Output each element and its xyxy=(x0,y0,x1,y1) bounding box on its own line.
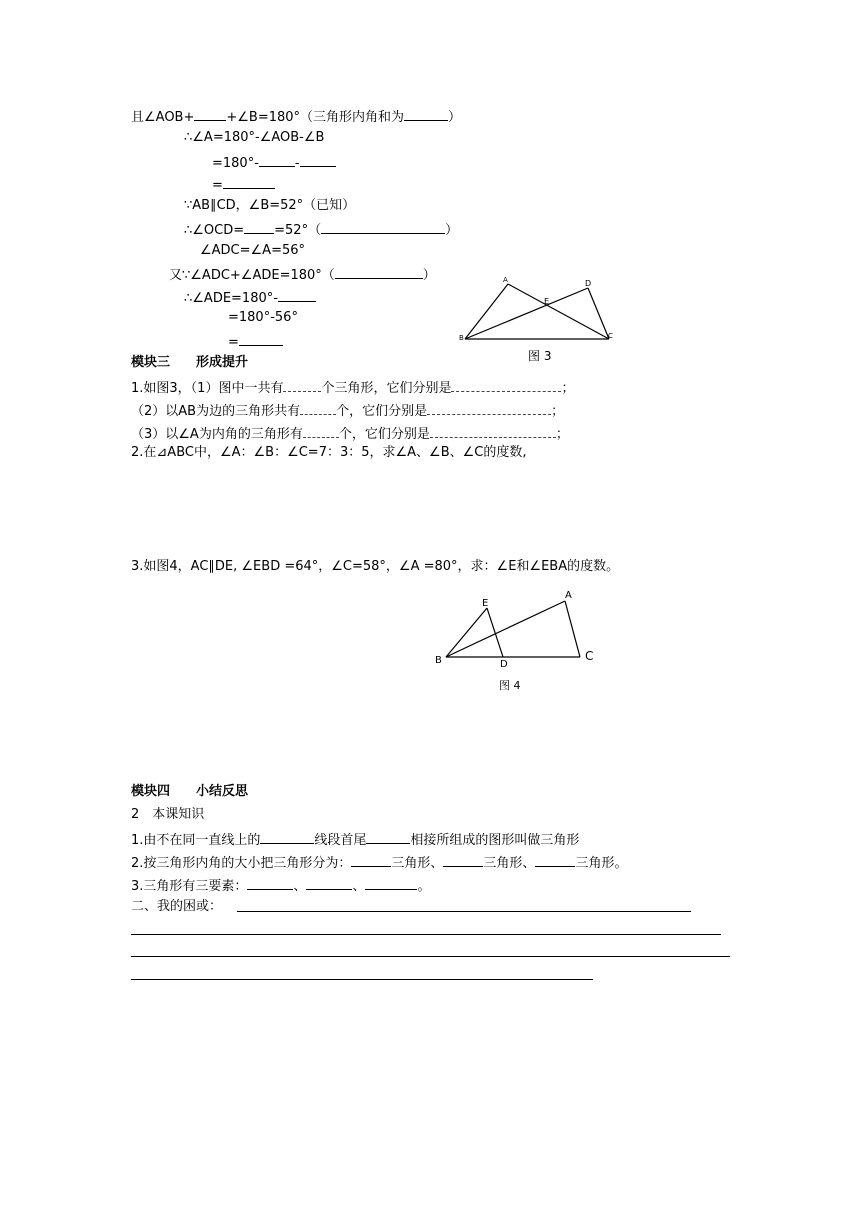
answer-blank[interactable] xyxy=(300,152,336,167)
text: ） xyxy=(445,223,459,238)
answer-line[interactable] xyxy=(131,956,730,957)
knowledge-2 xyxy=(131,852,627,873)
q1-line-1 xyxy=(131,377,574,398)
proof-line-6 xyxy=(184,219,458,240)
answer-blank[interactable] xyxy=(427,400,551,415)
answer-blank[interactable] xyxy=(404,106,448,121)
label-a: A xyxy=(503,276,508,284)
label-e: E xyxy=(544,297,550,306)
text: = xyxy=(228,335,239,350)
q1-line-2 xyxy=(131,400,564,421)
proof-line-8 xyxy=(169,264,436,285)
figure-4-caption: 图 4 xyxy=(499,679,521,692)
text: 1.由不在同一直线上的 xyxy=(131,833,261,848)
segment-ed xyxy=(487,608,503,657)
label-c: C xyxy=(608,332,613,340)
answer-blank[interactable] xyxy=(244,219,274,234)
segment-ab xyxy=(465,284,508,339)
knowledge-heading: 2 本课知识 xyxy=(131,807,205,822)
figure-4 xyxy=(430,585,605,695)
answer-blank[interactable] xyxy=(223,174,275,189)
answer-blank[interactable] xyxy=(451,377,561,392)
text: 三角形、 xyxy=(483,856,536,871)
figure-3-caption: 图 3 xyxy=(528,349,552,363)
label-c: C xyxy=(585,649,594,663)
label-b: B xyxy=(459,334,464,342)
answer-blank[interactable] xyxy=(351,852,391,867)
answer-blank[interactable] xyxy=(321,219,445,234)
proof-line-11 xyxy=(228,331,283,352)
text: ∴∠OCD= xyxy=(184,223,245,238)
proof-line-10: =180°-56° xyxy=(228,310,298,325)
answer-line[interactable] xyxy=(237,911,691,912)
text: ） xyxy=(448,110,462,125)
confusion-label: 二、我的困或： xyxy=(131,899,223,914)
text: 、 xyxy=(293,879,307,894)
proof-line-1 xyxy=(131,106,461,127)
segment-be xyxy=(446,608,487,657)
answer-blank[interactable] xyxy=(306,875,352,890)
answer-blank[interactable] xyxy=(335,264,423,279)
text: 1.如图3，（1）图中一共有 xyxy=(131,381,284,396)
proof-line-7: ∠ADC=∠A=56° xyxy=(200,243,306,258)
proof-line-5: ∵AB∥CD，∠B=52°（已知） xyxy=(184,198,356,213)
text: = xyxy=(212,178,223,193)
text: 三角形。 xyxy=(575,856,628,871)
answer-blank[interactable] xyxy=(259,152,295,167)
q1-line-3 xyxy=(131,423,569,444)
text: 三角形、 xyxy=(391,856,444,871)
segment-ac xyxy=(565,601,580,657)
text: 线段首尾 xyxy=(314,833,367,848)
text: ； xyxy=(555,427,569,442)
proof-line-4 xyxy=(212,174,275,195)
q2: 2.在⊿ABC中，∠A：∠B：∠C=7：3：5，求∠A、∠B、∠C的度数, xyxy=(131,445,527,460)
segment-bd xyxy=(465,288,588,339)
answer-blank[interactable] xyxy=(365,875,417,890)
text: （2）以AB为边的三角形共有 xyxy=(131,404,301,419)
text: - xyxy=(294,156,300,171)
answer-blank[interactable] xyxy=(303,423,339,438)
text: ； xyxy=(561,381,575,396)
label-a: A xyxy=(565,590,572,601)
proof-line-3 xyxy=(212,152,336,173)
answer-blank[interactable] xyxy=(247,875,293,890)
proof-line-9 xyxy=(184,287,316,308)
text: +∠B=180°（三角形内角和为 xyxy=(226,110,405,125)
answer-blank[interactable] xyxy=(194,106,226,121)
text: 2.按三角形内角的大小把三角形分为： xyxy=(131,856,352,871)
answer-line[interactable] xyxy=(131,979,593,980)
answer-line[interactable] xyxy=(131,934,721,935)
segment-ba xyxy=(446,601,565,657)
answer-blank[interactable] xyxy=(239,331,283,346)
answer-blank[interactable] xyxy=(535,852,575,867)
answer-blank[interactable] xyxy=(260,829,314,844)
label-d: D xyxy=(585,279,592,288)
module3-title: 模块三 形成提升 xyxy=(131,355,249,370)
knowledge-1 xyxy=(131,829,579,850)
answer-blank[interactable] xyxy=(300,400,336,415)
text: ∴∠ADE=180°- xyxy=(184,291,278,306)
segment-ac xyxy=(508,284,609,339)
q3: 3.如图4，AC∥DE, ∠EBD =64°，∠C=58°，∠A =80°，求：∠E和∠EBA的度数。 xyxy=(131,559,620,574)
answer-blank[interactable] xyxy=(278,287,316,302)
label-d: D xyxy=(500,659,508,670)
figure-3 xyxy=(455,272,625,364)
text: ； xyxy=(551,404,565,419)
answer-blank[interactable] xyxy=(430,423,556,438)
text: 相接所组成的图形叫做三角形 xyxy=(410,833,580,848)
text: 且∠AOB+ xyxy=(131,110,195,125)
knowledge-3 xyxy=(131,875,430,896)
segment-dc xyxy=(588,288,609,339)
text: 个，它们分别是 xyxy=(336,404,428,419)
answer-blank[interactable] xyxy=(443,852,483,867)
text: 、 xyxy=(352,879,366,894)
text: ） xyxy=(422,268,436,283)
text: 个，它们分别是 xyxy=(338,427,430,442)
text: =180°- xyxy=(212,156,259,171)
module4-title: 模块四 小结反思 xyxy=(131,784,249,799)
text: 。 xyxy=(417,879,431,894)
answer-blank[interactable] xyxy=(366,829,410,844)
text: 3.三角形有三要素： xyxy=(131,879,248,894)
proof-line-2: ∴∠A=180°-∠AOB-∠B xyxy=(184,130,325,145)
answer-blank[interactable] xyxy=(283,377,321,392)
text: =52°（ xyxy=(274,223,322,238)
label-b: B xyxy=(435,655,442,666)
text: 又∵∠ADC+∠ADE=180°（ xyxy=(169,268,335,283)
text: （3）以∠A为内角的三角形有 xyxy=(131,427,303,442)
text: 个三角形，它们分别是 xyxy=(321,381,452,396)
label-e: E xyxy=(482,598,489,609)
